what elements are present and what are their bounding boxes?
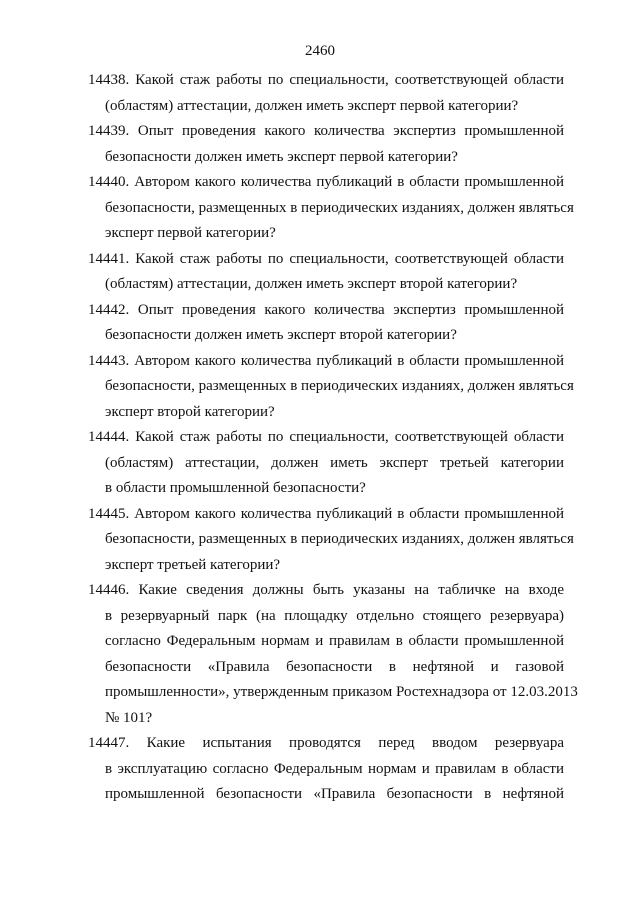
question-number: 14443. bbox=[88, 352, 130, 369]
question-number: 14445. bbox=[88, 505, 130, 522]
question-text: в резервуарный парк (на площадку отдельно стоящего резервуара) bbox=[105, 607, 564, 624]
question-text: Автором какого количества публикаций в области промышленной bbox=[134, 352, 565, 369]
question-item bbox=[88, 247, 564, 298]
question-line bbox=[88, 247, 564, 273]
question-item bbox=[88, 425, 564, 502]
question-text: Автором какого количества публикаций в области промышленной bbox=[134, 505, 565, 522]
question-text: Какой стаж работы по специальности, соответствующей области bbox=[135, 72, 564, 88]
question-line bbox=[88, 502, 564, 528]
question-text: безопасности должен иметь эксперт второй категории? bbox=[105, 327, 457, 343]
question-line bbox=[88, 119, 564, 145]
question-line bbox=[88, 170, 564, 196]
question-number: 14444. bbox=[88, 429, 130, 445]
question-line bbox=[88, 731, 564, 757]
question-number: 14442. bbox=[88, 301, 130, 318]
question-text: (областям) аттестации, должен иметь эксперт второй категории? bbox=[105, 276, 518, 292]
question-text: в эксплуатацию согласно Федеральным нормам и правилам в области bbox=[105, 760, 564, 777]
question-text: Какой стаж работы по специальности, соответствующей области bbox=[135, 250, 564, 267]
question-text: безопасности, размещенных в периодических изданиях, должен являться bbox=[105, 531, 574, 547]
question-text: Опыт проведения какого количества экспертиз промышленной bbox=[137, 301, 564, 318]
question-item bbox=[88, 298, 564, 349]
question-item bbox=[88, 502, 574, 579]
question-text: Какой стаж работы по специальности, соответствующей области bbox=[135, 429, 564, 445]
question-line bbox=[88, 298, 564, 324]
question-number: 14439. bbox=[88, 123, 130, 139]
question-text: эксперт первой категории? bbox=[105, 225, 276, 241]
question-number: 14447. bbox=[88, 735, 130, 751]
question-line bbox=[88, 425, 564, 451]
question-text: (областям) аттестации, должен иметь эксперт первой категории? bbox=[105, 97, 519, 114]
question-text: № 101? bbox=[105, 709, 153, 726]
question-item bbox=[88, 170, 574, 247]
question-item bbox=[88, 578, 578, 731]
question-text: Какие сведения должны быть указаны на табличке на входе bbox=[138, 582, 565, 598]
question-text: (областям) аттестации, должен иметь эксперт третьей категории bbox=[105, 454, 564, 471]
page-number: 2460 bbox=[305, 43, 335, 59]
question-text: Опыт проведения какого количества экспертиз промышленной bbox=[137, 123, 564, 139]
question-line bbox=[88, 68, 564, 94]
question-text: эксперт третьей категории? bbox=[105, 556, 281, 573]
question-item bbox=[88, 731, 564, 808]
question-text: эксперт второй категории? bbox=[105, 403, 275, 420]
question-number: 14446. bbox=[88, 582, 130, 598]
question-list bbox=[88, 68, 578, 808]
question-text: безопасности «Правила безопасности в нефтяной и газовой bbox=[105, 658, 564, 675]
question-text: безопасности, размещенных в периодических изданиях, должен являться bbox=[105, 199, 574, 216]
question-text: безопасности, размещенных в периодических изданиях, должен являться bbox=[105, 378, 574, 394]
question-text: Автором какого количества публикаций в области промышленной bbox=[134, 174, 565, 190]
question-number: 14441. bbox=[88, 250, 130, 267]
question-item bbox=[88, 119, 564, 170]
question-item bbox=[88, 349, 574, 426]
question-text: Какие испытания проводятся перед вводом резервуара bbox=[146, 735, 564, 751]
question-line bbox=[88, 578, 564, 604]
question-text: безопасности должен иметь эксперт первой категории? bbox=[105, 148, 458, 165]
question-item bbox=[88, 68, 564, 119]
question-number: 14440. bbox=[88, 174, 130, 190]
question-number: 14438. bbox=[88, 72, 130, 88]
question-text: промышленности», утвержденным приказом Ростехнадзора от 12.03.2013 bbox=[105, 684, 578, 700]
question-text: промышленной безопасности «Правила безопасности в нефтяной bbox=[105, 786, 564, 802]
question-text: согласно Федеральным нормам и правилам в области промышленной bbox=[105, 633, 564, 649]
question-text: в области промышленной безопасности? bbox=[105, 480, 366, 496]
question-line bbox=[88, 349, 564, 375]
